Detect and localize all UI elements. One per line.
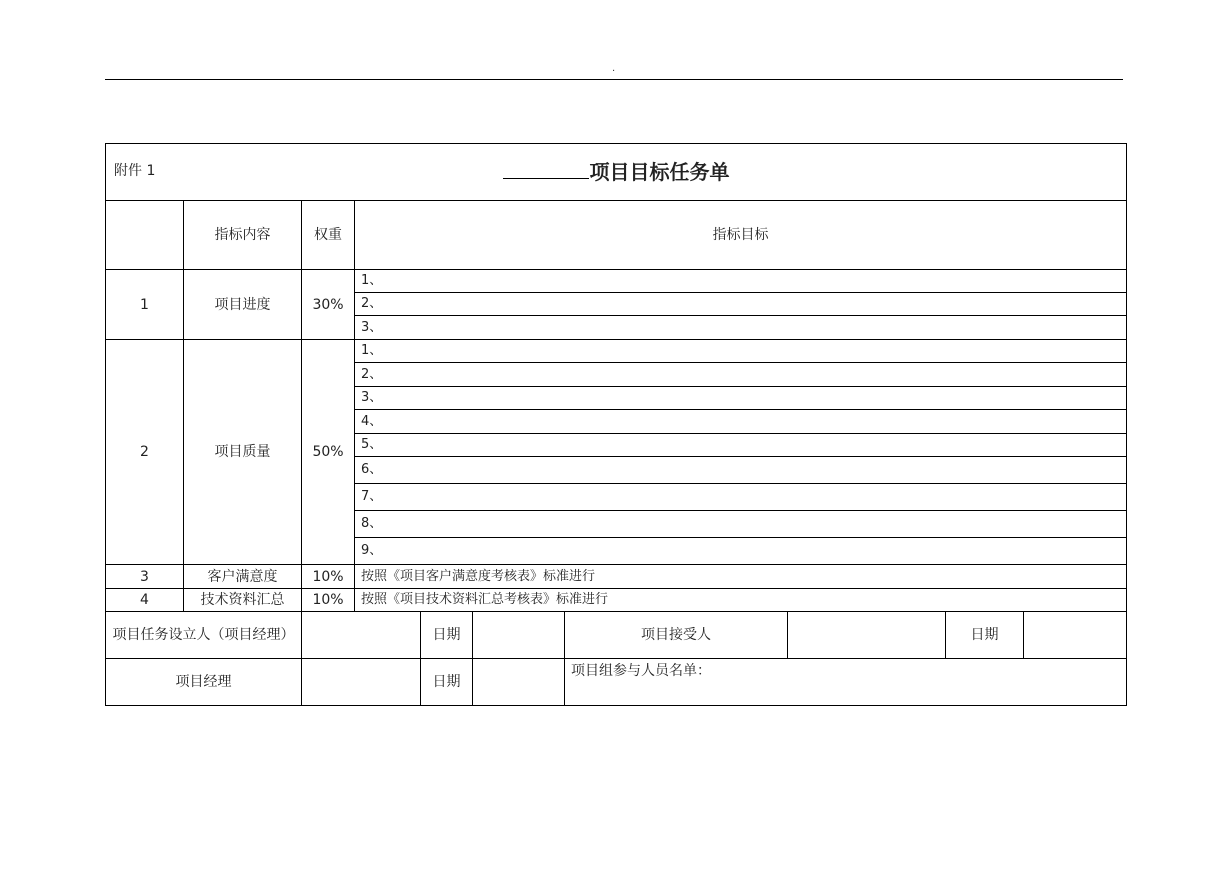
task-form-table <box>105 143 1127 706</box>
item-2-name: 项目质量 <box>184 340 302 565</box>
item-3-name: 客户满意度 <box>184 565 302 589</box>
members-list-field[interactable] <box>565 659 1127 706</box>
annex-underline <box>108 200 178 201</box>
item-3-weight: 10% <box>302 565 355 589</box>
item-2-number: 2 <box>106 340 184 565</box>
title-cell <box>106 144 1127 201</box>
item-4-weight: 10% <box>302 589 355 612</box>
page-header-dot: . <box>612 63 616 74</box>
item-4-standard: 按照《项目技术资料汇总考核表》标准进行 <box>355 589 1127 612</box>
item-4-number: 4 <box>106 589 184 612</box>
item-2-goal[interactable]: 5、 <box>355 434 1127 457</box>
item-2-goal[interactable]: 9、 <box>355 538 1127 565</box>
item-1-name: 项目进度 <box>184 270 302 340</box>
item-2-goal[interactable]: 4、 <box>355 410 1127 434</box>
item-2-goal[interactable]: 1、 <box>355 340 1127 363</box>
item-2-goal[interactable]: 7、 <box>355 484 1127 511</box>
header-number-cell <box>106 201 184 270</box>
annex-label: 附件 1 <box>114 163 156 179</box>
receiver-label: 项目接受人 <box>565 612 788 659</box>
setter-label: 项目任务设立人（项目经理） <box>106 612 302 659</box>
item-2-goal[interactable]: 3、 <box>355 387 1127 410</box>
header-content: 指标内容 <box>184 201 302 270</box>
setter-field[interactable] <box>302 612 421 659</box>
receiver-field[interactable] <box>788 612 946 659</box>
manager-field[interactable] <box>302 659 421 706</box>
receiver-date-field[interactable] <box>1024 612 1127 659</box>
manager-date-label: 日期 <box>421 659 473 706</box>
receiver-date-label: 日期 <box>946 612 1024 659</box>
item-3-standard: 按照《项目客户满意度考核表》标准进行 <box>355 565 1127 589</box>
item-4-name: 技术资料汇总 <box>184 589 302 612</box>
item-2-goal[interactable]: 6、 <box>355 457 1127 484</box>
page-header-rule <box>105 79 1123 80</box>
item-1-goal[interactable]: 1、 <box>355 270 1127 293</box>
manager-label: 项目经理 <box>106 659 302 706</box>
item-2-weight: 50% <box>302 340 355 565</box>
item-1-goal[interactable]: 2、 <box>355 293 1127 316</box>
setter-date-label: 日期 <box>421 612 473 659</box>
header-weight: 权重 <box>302 201 355 270</box>
item-1-weight: 30% <box>302 270 355 340</box>
setter-date-field[interactable] <box>473 612 565 659</box>
item-1-number: 1 <box>106 270 184 340</box>
item-1-goal[interactable]: 3、 <box>355 316 1127 340</box>
item-3-number: 3 <box>106 565 184 589</box>
form-title <box>112 144 1120 200</box>
item-2-goal[interactable]: 8、 <box>355 511 1127 538</box>
item-2-goal[interactable]: 2、 <box>355 363 1127 387</box>
manager-date-field[interactable] <box>473 659 565 706</box>
header-target: 指标目标 <box>355 201 1127 270</box>
title-text: 项目目标任务单 <box>589 160 730 184</box>
title-blank-line[interactable] <box>503 162 589 179</box>
members-label: 项目组参与人员名单： <box>571 663 711 679</box>
